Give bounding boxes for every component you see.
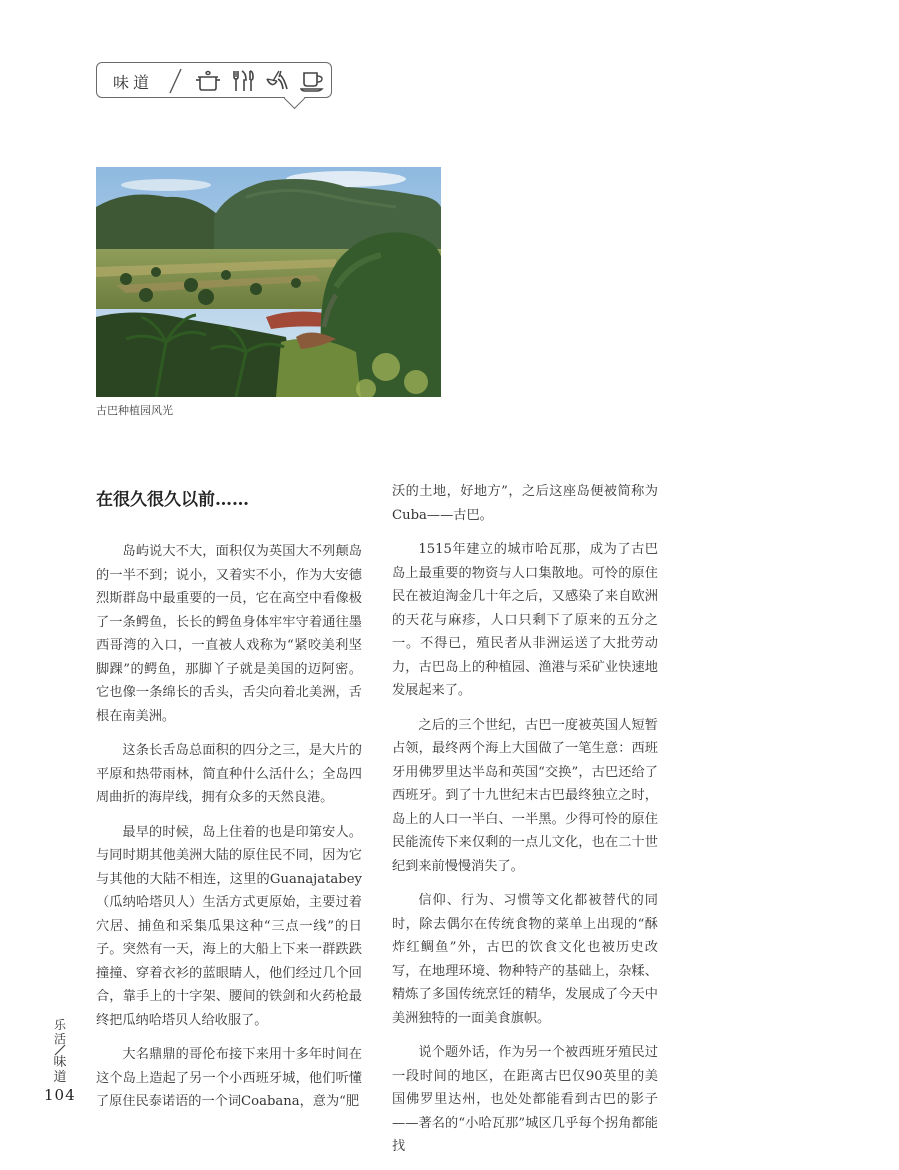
paragraph: 岛屿说大不大，面积仅为英国大不列颠岛的一半不到；说小，又着实不小，作为大安德烈斯群岛中最重要的一员，它在高空中看像极了一条鳄鱼，长长的鳄鱼身体牢牢守着通往墨西哥湾的入口，一直被人戏称为“紧咬美利坚脚踝”的鳄鱼，那脚丫子就是美国的迈阿密。它也像一条绵长的舌头，舌尖向着北美洲，舌根在南美洲。 bbox=[96, 544, 362, 724]
fork-knife-icon bbox=[231, 69, 255, 93]
slash-divider bbox=[167, 67, 183, 95]
paragraph: 之后的三个世纪，古巴一度被英国人短暂占领，最终两个海上大国做了一笔生意：西班牙用佛罗里达半岛和英国“交换”，古巴还给了西班牙。到了十九世纪末古巴最终独立之时，岛上的人口一半白、一半黑。少得可怜的原住民能流传下来仅剩的一点儿文化，也在二十世纪到来前慢慢消失了。 bbox=[392, 717, 658, 874]
plantation-landscape-image bbox=[96, 167, 441, 397]
paragraph: 最早的时候，岛上住着的也是印第安人。与同时期其他美洲大陆的原住民不同，因为它与其他的大陆不相连，这里的Guanajatabey（瓜纳哈塔贝人）生活方式更原始，主要过着穴居、捕鱼和采集瓜果这种“三点一线”的日子。突然有一天，海上的大船上下来一群跌跌撞撞、穿着衣衫的蓝眼睛人，他们经过几个回合，靠手上的十字架、腰间的铁剑和火药枪最终把瓜纳哈塔贝人给收服了。 bbox=[96, 824, 362, 1028]
paragraph: 说个题外话，作为另一个被西班牙殖民过一段时间的地区，在距离古巴仅90英里的美国佛罗里达州，也处处都能看到古巴的影子——著名的“小哈瓦那”城区几乎每个拐角都能找 bbox=[392, 1045, 658, 1154]
paragraph: 大名鼎鼎的哥伦布接下来用十多年时间在这个岛上造起了另一个小西班牙城，他们听懂了原住民泰诺语的一个词Coabana，意为“肥 bbox=[96, 1047, 362, 1109]
paragraph: 信仰、行为、习惯等文化都被替代的同时，除去偶尔在传统食物的菜单上出现的“酥炸红鲷鱼”外，古巴的饮食文化也被历史改写，在地理环境、物种特产的基础上，杂糅、精炼了多国传统烹饪的精华，发展成了今天中美洲独特的一面美食旗帜。 bbox=[392, 893, 658, 1026]
article-heading: 在很久很久以前…… bbox=[96, 490, 249, 510]
section-badge bbox=[96, 62, 332, 98]
folio-section-top: 乐 活 bbox=[53, 1018, 66, 1046]
pan-whisk-icon bbox=[265, 69, 289, 93]
cup-saucer-icon bbox=[299, 69, 325, 93]
photo-caption: 古巴种植园风光 bbox=[96, 404, 173, 417]
paragraph: 1515年建立的城市哈瓦那，成为了古巴岛上最重要的物资与人口集散地。可怜的原住民在被迫淘金几十年之后，又感染了来自欧洲的天花与麻疹，人口只剩下了原来的五分之一。不得已，殖民者从非洲运送了大批劳动力，古巴岛上的种植园、渔港与采矿业快速地发展起来了。 bbox=[392, 542, 658, 698]
folio-section-bottom: 味 道 bbox=[53, 1055, 67, 1085]
paragraph: 这条长舌岛总面积的四分之三，是大片的平原和热带雨林，简直种什么活什么；全岛四周曲折的海岸线，拥有众多的天然良港。 bbox=[96, 743, 362, 805]
left-column bbox=[96, 540, 362, 1125]
section-label: 味道 bbox=[113, 73, 154, 92]
pot-icon bbox=[195, 69, 221, 93]
landscape-photo bbox=[96, 167, 441, 397]
page-number: 104 bbox=[44, 1086, 76, 1104]
paragraph-continuation: 沃的土地，好地方”，之后这座岛便被简称为Cuba——古巴。 bbox=[392, 484, 658, 523]
right-column bbox=[392, 480, 658, 1170]
